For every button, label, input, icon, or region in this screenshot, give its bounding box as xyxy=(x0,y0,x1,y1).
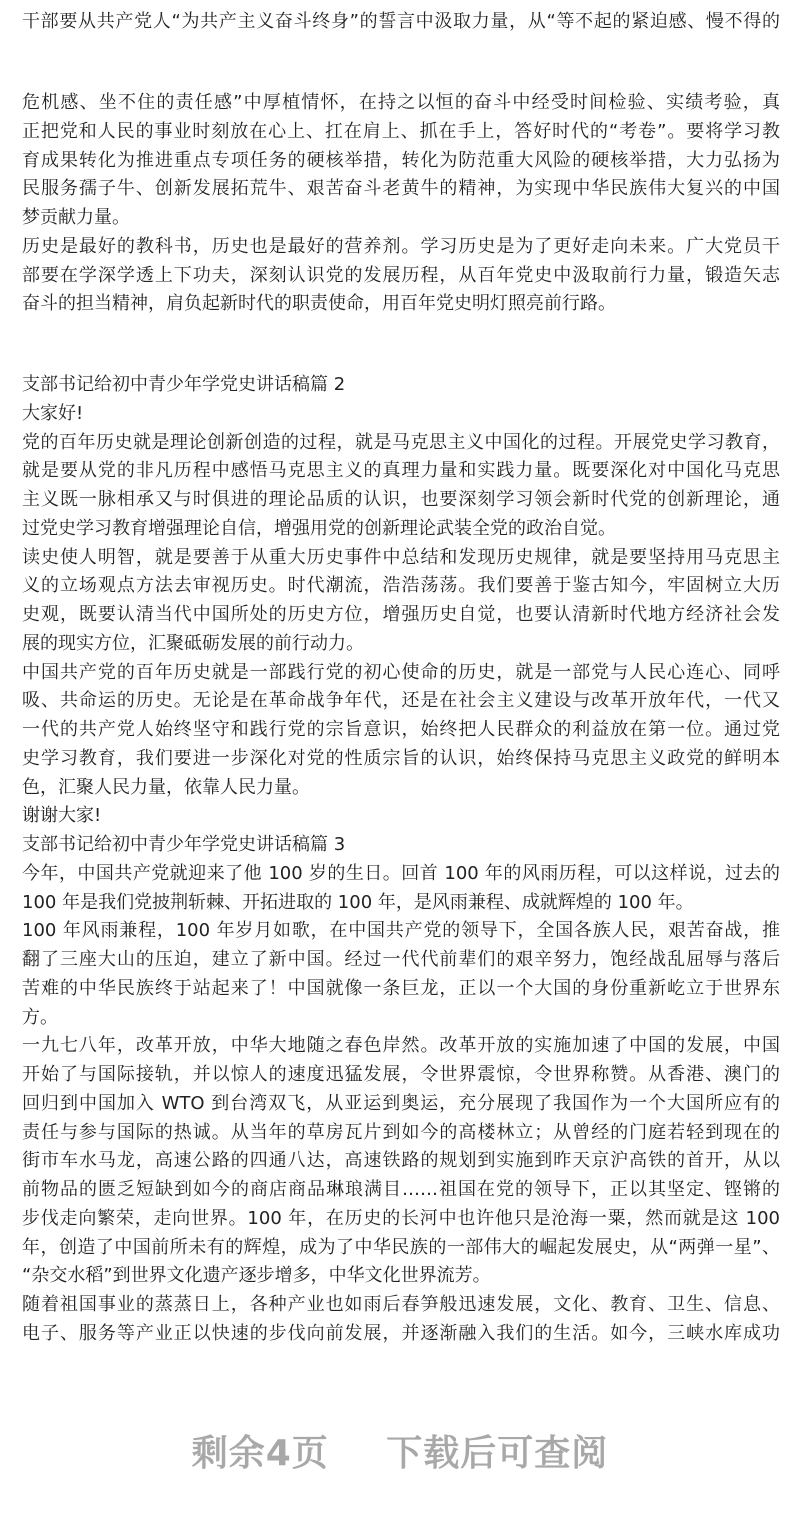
download-prompt[interactable] xyxy=(0,1425,800,1476)
text-line: 责任与参与国际的热诚。从当年的草房瓦片到如今的高楼林立；从曾经的门庭若轻到现在的 xyxy=(22,1121,780,1143)
text-line: 翻了三座大山的压迫，建立了新中国。经过一代代前辈们的艰辛努力，饱经战乱屈辱与落后 xyxy=(22,949,780,970)
text-line: 干部要从共产党人“为共产主义奋斗终身”的誓言中汲取力量，从“等不起的紧迫感、慢不得的 xyxy=(22,11,780,32)
text-line: 苦难的中华民族终于站起来了！中国就像一条巨龙，正以一个大国的身份重新屹立于世界东 xyxy=(22,977,780,999)
text-line: 色，汇聚人民力量，依靠人民力量。 xyxy=(22,776,310,798)
text-line: 支部书记给初中青少年学党史讲话稿篇 3 xyxy=(22,834,346,855)
text-line: 正把党和人民的事业时刻放在心上、扛在肩上、抓在手上，答好时代的“考卷”。要将学习教 xyxy=(22,120,780,142)
text-line: 就是要从党的非凡历程中感悟马克思主义的真理力量和实践力量。既要深化对中国化马克思 xyxy=(22,460,780,482)
paragraph xyxy=(22,659,780,803)
text-line: 民服务孺子牛、创新发展拓荒牛、艰苦奋斗老黄牛的精神，为实现中华民族伟大复兴的中国 xyxy=(22,178,780,200)
text-line: 一九七八年，改革开放，中华大地随之春色岸然。改革开放的实施加速了中国的发展，中国 xyxy=(22,1035,780,1057)
paragraph xyxy=(22,1032,780,1291)
text-line: 史观，既要认清当代中国所处的历史方位，增强历史自觉，也要认清新时代地方经济社会发 xyxy=(22,604,780,625)
section-title xyxy=(22,831,780,860)
paragraph xyxy=(22,89,780,233)
paragraph xyxy=(22,400,780,429)
paragraph xyxy=(22,802,780,831)
text-line: 回归到中国加入 WTO 到台湾双飞，从亚运到奥运，充分展现了我国作为一个大国所应有的 xyxy=(22,1092,780,1114)
paragraph xyxy=(22,917,780,1032)
text-line: 危机感、坐不住的责任感”中厚植情怀，在持之以恒的奋斗中经受时间检验、实绩考验，真 xyxy=(22,92,780,113)
text-line: 随着祖国事业的蒸蒸日上，各种产业也如雨后春笋般迅速发展，文化、教育、卫生、信息、 xyxy=(22,1294,780,1315)
text-line: 步伐走向繁荣，走向世界。100 年，在历史的长河中也许他只是沧海一粟，然而就是这 100 xyxy=(22,1207,780,1229)
text-line: 吸、共命运的历史。无论是在革命战争年代，还是在社会主义建设与改革开放年代，一代又 xyxy=(22,690,780,712)
text-line: 前物品的匮乏短缺到如今的商店商品琳琅满目……祖国在党的领导下，正以其坚定、铿锵的 xyxy=(22,1179,780,1200)
text-line: 100 年风雨兼程，100 年岁月如歌，在中国共产党的领导下，全国各族人民，艰苦奋战，推 xyxy=(22,920,780,942)
text-line: 展的现实方位，汇聚砥砺发展的前行动力。 xyxy=(22,632,364,654)
text-line: 今年，中国共产党就迎来了他 100 岁的生日。回首 100 年的风雨历程，可以这样说，过去的 xyxy=(22,862,780,884)
text-line: 支部书记给初中青少年学党史讲话稿篇 2 xyxy=(22,374,346,395)
text-line: 党的百年历史就是理论创新创造的过程，就是马克思主义中国化的过程。开展党史学习教育， xyxy=(22,431,780,453)
text-line: 奋斗的担当精神，肩负起新时代的职责使命，用百年党史明灯照亮前行路。 xyxy=(22,293,616,315)
text-block xyxy=(22,371,780,1349)
text-line: 义的立场观点方法去审视历史。时代潮流，浩浩荡荡。我们要善于鉴古知今，牢固树立大历 xyxy=(22,575,780,597)
text-block xyxy=(22,89,780,319)
text-line: 读史使人明智，就是要善于从重大历史事件中总结和发现历史规律，就是要坚持用马克思主 xyxy=(22,546,780,568)
paragraph xyxy=(22,860,780,918)
download-to-view-label[interactable]: 下载后可查阅 xyxy=(386,1433,609,1474)
paragraph xyxy=(22,1291,780,1349)
remaining-pages-label: 剩余4页 xyxy=(191,1433,329,1474)
text-line: 电子、服务等产业正以快速的步伐向前发展，并逐渐融入我们的生活。如今，三峡水库成功 xyxy=(22,1322,780,1344)
text-line: 谢谢大家! xyxy=(22,805,102,827)
text-line: 梦贡献力量。 xyxy=(22,207,130,228)
text-line: 年，创造了中国前所未有的辉煌，成为了中华民族的一部伟大的崛起发展史，从“两弹一星”、 xyxy=(22,1236,780,1258)
text-line: 育成果转化为推进重点专项任务的硬核举措，转化为防范重大风险的硬核举措，大力弘扬为 xyxy=(22,149,780,171)
text-block xyxy=(22,8,780,37)
text-line: 部要在学深学透上下功夫，深刻认识党的发展历程，从百年党史中汲取前行力量，锻造矢志 xyxy=(22,264,780,286)
text-line: 街市车水马龙，高速公路的四通八达，高速铁路的规划到实施到昨天京沪高铁的首开，从以 xyxy=(22,1150,780,1172)
text-line: “杂交水稻”到世界文化遗产逐步增多，中华文化世界流芳。 xyxy=(22,1265,491,1287)
text-line: 史学习教育，我们要进一步深化对党的性质宗旨的认识，始终保持马克思主义政党的鲜明本 xyxy=(22,747,780,769)
text-line: 一代的共产党人始终坚守和践行党的宗旨意识，始终把人民群众的利益放在第一位。通过党 xyxy=(22,719,780,740)
text-line: 开始了与国际接轨，并以惊人的速度迅猛发展，令世界震惊，令世界称赞。从香港、澳门的 xyxy=(22,1064,780,1085)
text-line: 主义既一脉相承又与时俱进的理论品质的认识，也要深刻学习领会新时代党的创新理论，通 xyxy=(22,489,780,510)
text-line: 100 年是我们党披荆斩棘、开拓进取的 100 年，是风雨兼程、成就辉煌的 100 年。 xyxy=(22,891,694,913)
paragraph xyxy=(22,429,780,544)
paragraph xyxy=(22,233,780,319)
text-line: 历史是最好的教科书，历史也是最好的营养剂。学习历史是为了更好走向未来。广大党员干 xyxy=(22,235,780,257)
paragraph xyxy=(22,544,780,659)
text-line: 中国共产党的百年历史就是一部践行党的初心使命的历史，就是一部党与人民心连心、同呼 xyxy=(22,661,780,683)
text-line: 过党史学习教育增强理论自信，增强用党的创新理论武装全党的政治自觉。 xyxy=(22,517,616,539)
text-line: 方。 xyxy=(22,1006,58,1028)
text-line: 大家好! xyxy=(22,402,84,424)
paragraph xyxy=(22,8,780,37)
section-title xyxy=(22,371,780,400)
